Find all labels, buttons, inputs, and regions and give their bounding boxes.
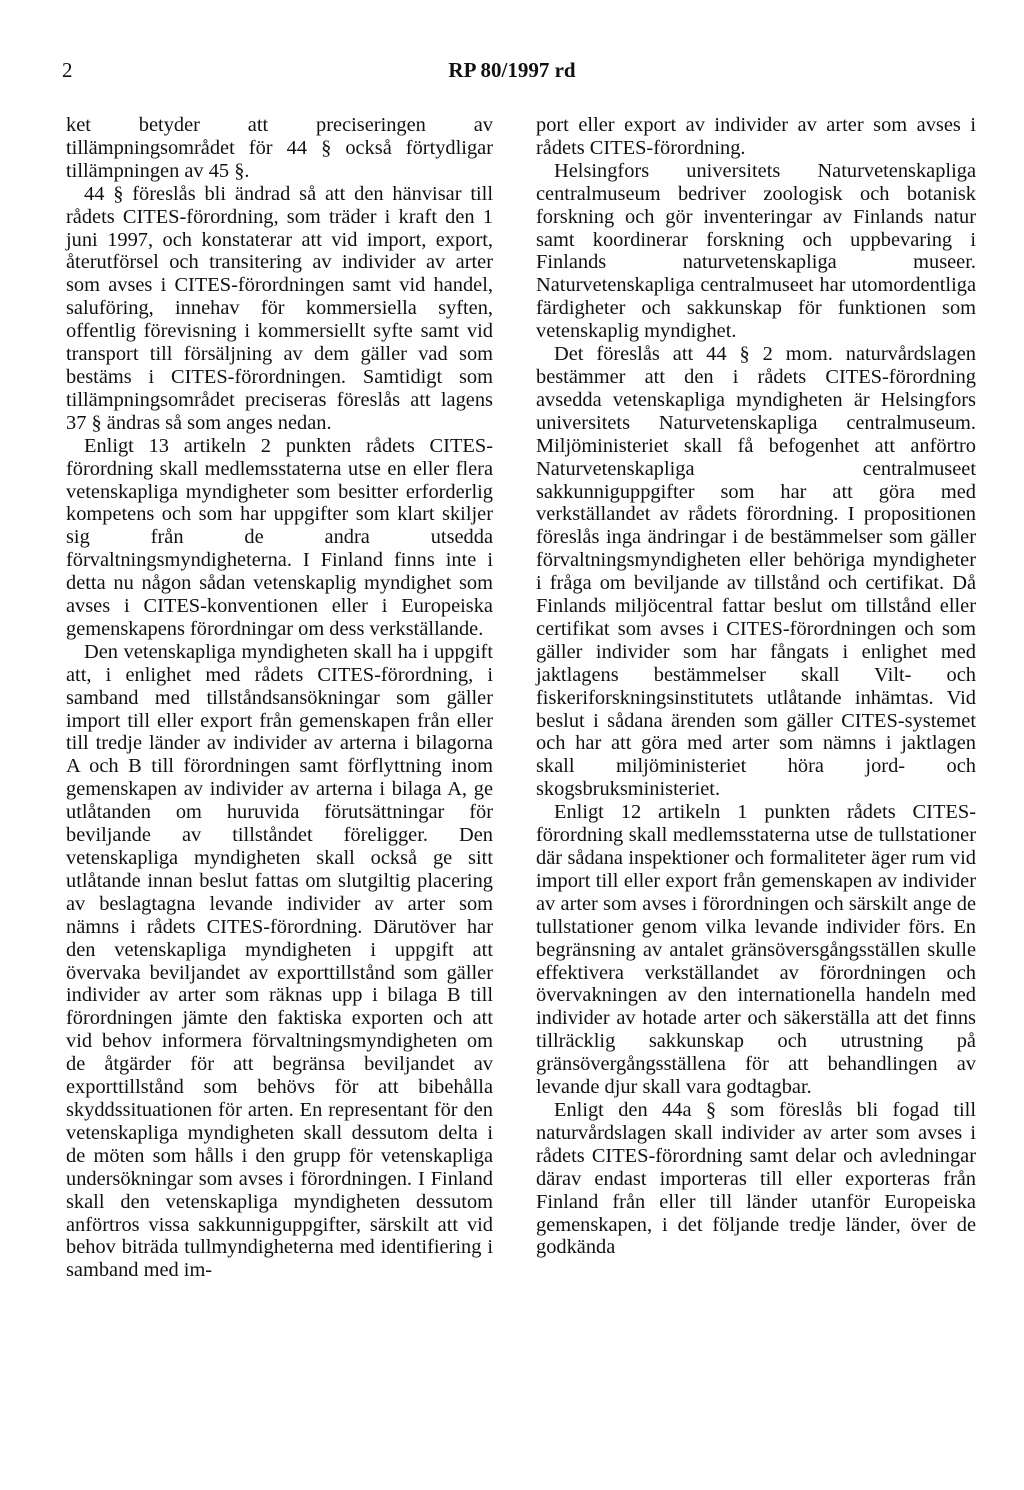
right-text-column xyxy=(536,114,976,1259)
left-text-column xyxy=(66,114,493,1282)
paragraph: Det föreslås att 44 § 2 mom. naturvårdslagen bestämmer att den i rådets CITES-förordning avsedda vetenskapliga myndigheten är Helsingfors universitets Naturvetenskapliga centralmuseum. Miljöministeriet skall få befogenhet att anförtro Naturvetenskapliga centralmuseet sakkunniguppgifter som har att göra med verkställandet av rådets förordning. I propositionen föreslås inga ändringar i de bestämmelser som gäller förvaltningsmyndigheten eller behöriga myndigheter i fråga om beviljande av tillstånd och certifikat. Då Finlands miljöcentral fattar beslut om tillstånd eller certifikat som avses i CITES-förordningen och som gäller individer som har fångats i enlighet med jaktlagens bestämmelser skall Vilt- och fiskeriforskningsinstitutets utlåtande inhämtas. Vid beslut i sådana ärenden som gäller CITES-systemet och har att göra med arter som nämns i jaktlagen skall miljöministeriet höra jord- och skogsbruksministeriet. xyxy=(536,343,976,801)
paragraph: Enligt 12 artikeln 1 punkten rådets CITES-förordning skall medlemsstaterna utse de tullstationer där sådana inspektioner och formaliteter äger rum vid import till eller export från gemenskapen av individer av arter som avses i förordningen och särskilt ange de tullstationer genom vilka levande individer förs. En begränsning av antalet gränsöversgångsställen skulle effektivera verkställandet av förordningen och övervakningen av den internationella handeln med individer av hotade arter och säkerställa att det finns tillräcklig sakkunskap och utrustning på gränsövergångsställena för att behandlingen av levande djur skall vara godtagbar. xyxy=(536,801,976,1099)
paragraph: 44 § föreslås bli ändrad så att den hänvisar till rådets CITES-förordning, som träder i kraft den 1 juni 1997, och konstaterar att vid import, export, återutförsel och transitering av individer av arter som avses i CITES-förordningen samt vid handel, saluföring, innehav för kommersiella syften, offentlig förevisning i kommersiellt syfte samt vid transport till försäljning av dem gäller vad som bestäms i CITES-förordningen. Samtidigt som tillämpningsområdet preciseras föreslås att lagens 37 § ändras så som anges nedan. xyxy=(66,182,493,434)
paragraph: Den vetenskapliga myndigheten skall ha i uppgift att, i enlighet med rådets CITES-förordning, i samband med tillståndsansökningar som gäller import till eller export från gemenskapen från eller till tredje länder av individer av arterna i bilagorna A och B till förordningen samt förflyttning inom gemenskapen av individer av arterna i bilaga A, ge utlåtanden om huruvida förutsättningar för beviljande av tillståndet föreligger. Den vetenskapliga myndigheten skall också ge sitt utlåtande innan beslut fattas om slutgiltig placering av beslagtagna levande individer av arter som nämns i rådets CITES-förordning. Därutöver har den vetenskapliga myndigheten i uppgift att övervaka beviljandet av exporttillstånd som gäller individer av arter som räknas upp i bilaga B till förordningen jämte den faktiska exporten och att vid behov informera förvaltningsmyndigheten om de åtgärder för att begränsa beviljandet av exporttillstånd som behövs för att bibehålla skyddssituationen för arten. En representant för den vetenskapliga myndigheten skall dessutom delta i de möten som hålls i den grupp för vetenskapliga undersökningar som avses i förordningen. I Finland skall den vetenskapliga myndigheten dessutom anförtros vissa sakkunniguppgifter, särskilt att vid behov biträda tullmyndigheterna med identifiering i samband med im- xyxy=(66,640,493,1282)
page-number: 2 xyxy=(62,58,73,82)
paragraph: Helsingfors universitets Naturvetenskapliga centralmuseum bedriver zoologisk och botanisk forskning och gör inventeringar av Finlands natur samt koordinerar forskning och uppbevaring i Finlands naturvetenskapliga museer. Naturvetenskapliga centralmuseet har utomordentliga färdigheter och sakkunskap för funktionen som vetenskaplig myndighet. xyxy=(536,159,976,343)
paragraph: Enligt 13 artikeln 2 punkten rådets CITES-förordning skall medlemsstaterna utse en eller flera vetenskapliga myndigheter som besitter erforderlig kompetens och som har uppgifter som klart skiljer sig från de andra utsedda förvaltningsmyndigheterna. I Finland finns inte i detta nu någon sådan vetenskaplig myndighet som avses i CITES-konventionen eller i Europeiska gemenskapens förordningar om dess verkställande. xyxy=(66,434,493,640)
paragraph: Enligt den 44a § som föreslås bli fogad till naturvårdslagen skall individer av arter som avses i rådets CITES-förordning samt delar och avledningar därav endast importeras till eller exporteras från Finland från eller till länder utanför Europeiska gemenskapen, i det följande tredje länder, över de godkända xyxy=(536,1098,976,1259)
paragraph: ket betyder att preciseringen av tillämpningsområdet för 44 § också förtydligar tillämpningen av 45 §. xyxy=(66,114,493,182)
paragraph: port eller export av individer av arter som avses i rådets CITES-förordning. xyxy=(536,114,976,159)
running-head: RP 80/1997 rd xyxy=(448,58,576,82)
